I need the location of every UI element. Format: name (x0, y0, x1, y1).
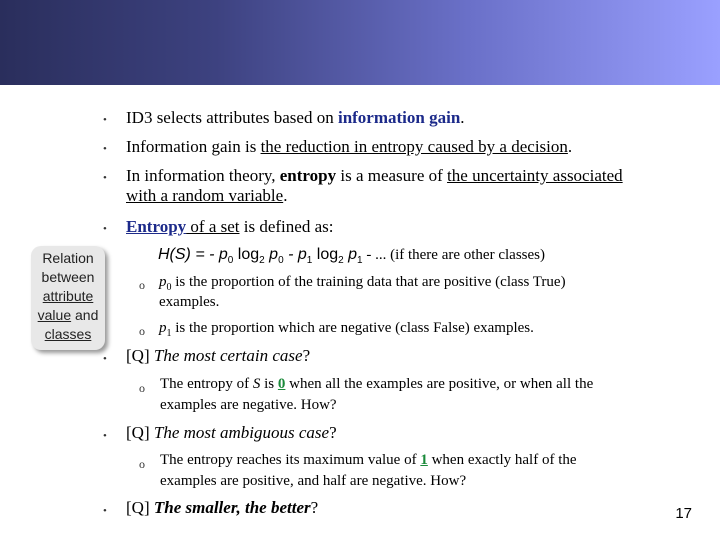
sub-bullet: o (139, 381, 145, 395)
answer-2-cont: examples are positive, and half are negative. How? (160, 473, 467, 489)
bullet-dot: • (103, 505, 107, 517)
bullet-1-text: ID3 selects attributes based on information gain. (126, 108, 465, 127)
question-3: [Q] The smaller, the better? (126, 498, 319, 517)
answer-1-cont: examples are negative. How? (160, 397, 337, 413)
question-2: [Q] The most ambiguous case? (126, 423, 337, 442)
sub-bullet: o (139, 278, 145, 292)
sub-bullet: o (139, 457, 145, 471)
entropy-formula: H(S) = - $p_0$ $\log_2 p_0 - p_1$ $\log_2 p_1$ - ... (if there are other classes) (158, 246, 545, 267)
bullet-dot: • (103, 430, 107, 442)
p0-definition-cont: examples. (159, 294, 220, 310)
sub-bullet: o (139, 324, 145, 338)
answer-1: The entropy of S is 0 when all the examples are positive, or when all the (160, 376, 594, 392)
bullet-dot: • (103, 172, 107, 184)
bullet-dot: • (103, 143, 107, 155)
answer-2: The entropy reaches its maximum value of 1 when exactly half of the (160, 452, 577, 468)
bullet-2-text: Information gain is the reduction in entropy caused by a decision. (126, 137, 573, 156)
question-1: [Q] The most certain case? (126, 346, 311, 365)
bullet-dot: • (103, 353, 107, 365)
bullet-dot: • (103, 114, 107, 126)
bullet-4-text: Entropy of a set is defined as: (126, 217, 334, 236)
p0-definition: $p_0$ is the proportion of the training data that are positive (class True) (159, 274, 566, 293)
bullet-3-text: In information theory, entropy is a measure of the uncertainty associated (126, 166, 623, 185)
p1-definition: $p_1$ is the proportion which are negative (class False) examples. (159, 320, 534, 339)
bullet-3-text-cont: with a random variable. (126, 186, 288, 205)
relation-callout: Relation between attribute value and classes (31, 246, 105, 350)
page-number: 17 (675, 505, 692, 522)
title-banner (0, 0, 720, 85)
bullet-dot: • (103, 223, 107, 235)
